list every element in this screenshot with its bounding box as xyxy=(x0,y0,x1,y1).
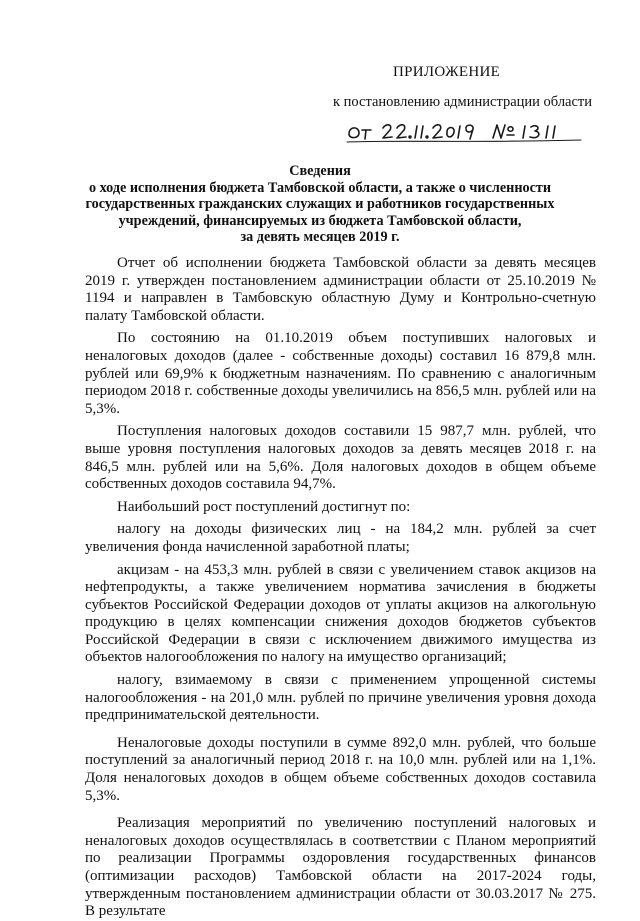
paragraph-measures: Реализация мероприятий по увеличению поступлений налоговых и неналоговых доходов осуществлялась в соответствии с Планом мероприятий по реализации Программы оздоровления государственных финансов (оптимизации расходов) Тамбовской области на 2017-2024 годы, утвержденным постановлением администрации области от 30.03.2017 № 275. В результате xyxy=(85,815,596,920)
paragraph-report-approval: Отчет об исполнении бюджета Тамбовской области за девять месяцев 2019 г. утвержден постановлением администрации области от 25.10.2019 № 1194 и направлен в Тамбовскую областную Думу и Контрольно-счетную палату Тамбовской области. xyxy=(85,255,596,324)
annex-subtitle: к постановлению администрации области xyxy=(333,94,593,110)
paragraph-simplified-tax: налогу, взимаемому в связи с применением упрощенной системы налогообложения - на 201,0 млн. рублей по причине увеличения уровня дохода предпринимательской деятельности. xyxy=(85,672,596,724)
heading-line: учреждений, финансируемых из бюджета Тамбовской области, xyxy=(118,212,522,229)
document-body xyxy=(85,255,596,921)
paragraph-excises: акцизам - на 453,3 млн. рублей в связи с увеличением ставок акцизов на нефтепродукты, а также увеличением норматива зачисления в бюджеты субъектов Российской Федерации доходов от уплаты акцизов на алкогольную продукцию в целях компенсации снижения доходов бюджетов субъектов Российской Федерации в связи с исключением движимого имущества из объектов налогообложения по налогу на имущество организаций; xyxy=(85,561,596,666)
annex-title: ПРИЛОЖЕНИЕ xyxy=(393,64,501,80)
heading-line: государственных гражданских служащих и работников государственных xyxy=(85,196,555,212)
heading-line: о ходе исполнения бюджета Тамбовской области, а также о численности xyxy=(88,179,552,196)
handwritten-date-number xyxy=(345,112,585,146)
paragraph-tax-revenue: Поступления налоговых доходов составили 15 987,7 млн. рублей, что выше уровня поступления налоговых доходов за девять месяцев 2018 г. на 846,5 млн. рублей или на 5,6%. Доля налоговых доходов в общем объеме собственных доходов составила 94,7%. xyxy=(85,423,596,493)
paragraph-non-tax-revenue: Неналоговые доходы поступили в сумме 892,0 млн. рублей, что больше поступлений за аналогичный период 2018 г. на 10,0 млн. рублей или на 1,1%. Доля неналоговых доходов в общем объеме собственных доходов составила 5,3%. xyxy=(85,734,596,804)
paragraph-own-revenue: По состоянию на 01.10.2019 объем поступивших налоговых и неналоговых доходов (далее - собственные доходы) составил 16 879,8 млн. рублей или 69,9% к бюджетным назначениям. По сравнению с аналогичным периодом 2018 г. собственные доходы увеличились на 856,5 млн. рублей или на 5,3%. xyxy=(85,330,596,417)
paragraph-income-tax: налогу на доходы физических лиц - на 184,2 млн. рублей за счет увеличения фонда начисленной заработной платы; xyxy=(85,521,596,555)
document-heading xyxy=(40,163,600,246)
heading-line: за девять месяцев 2019 г. xyxy=(240,229,400,245)
heading-title: Сведения xyxy=(289,163,351,179)
paragraph-growth-intro: Наибольший рост поступлений достигнут по: xyxy=(117,498,411,515)
